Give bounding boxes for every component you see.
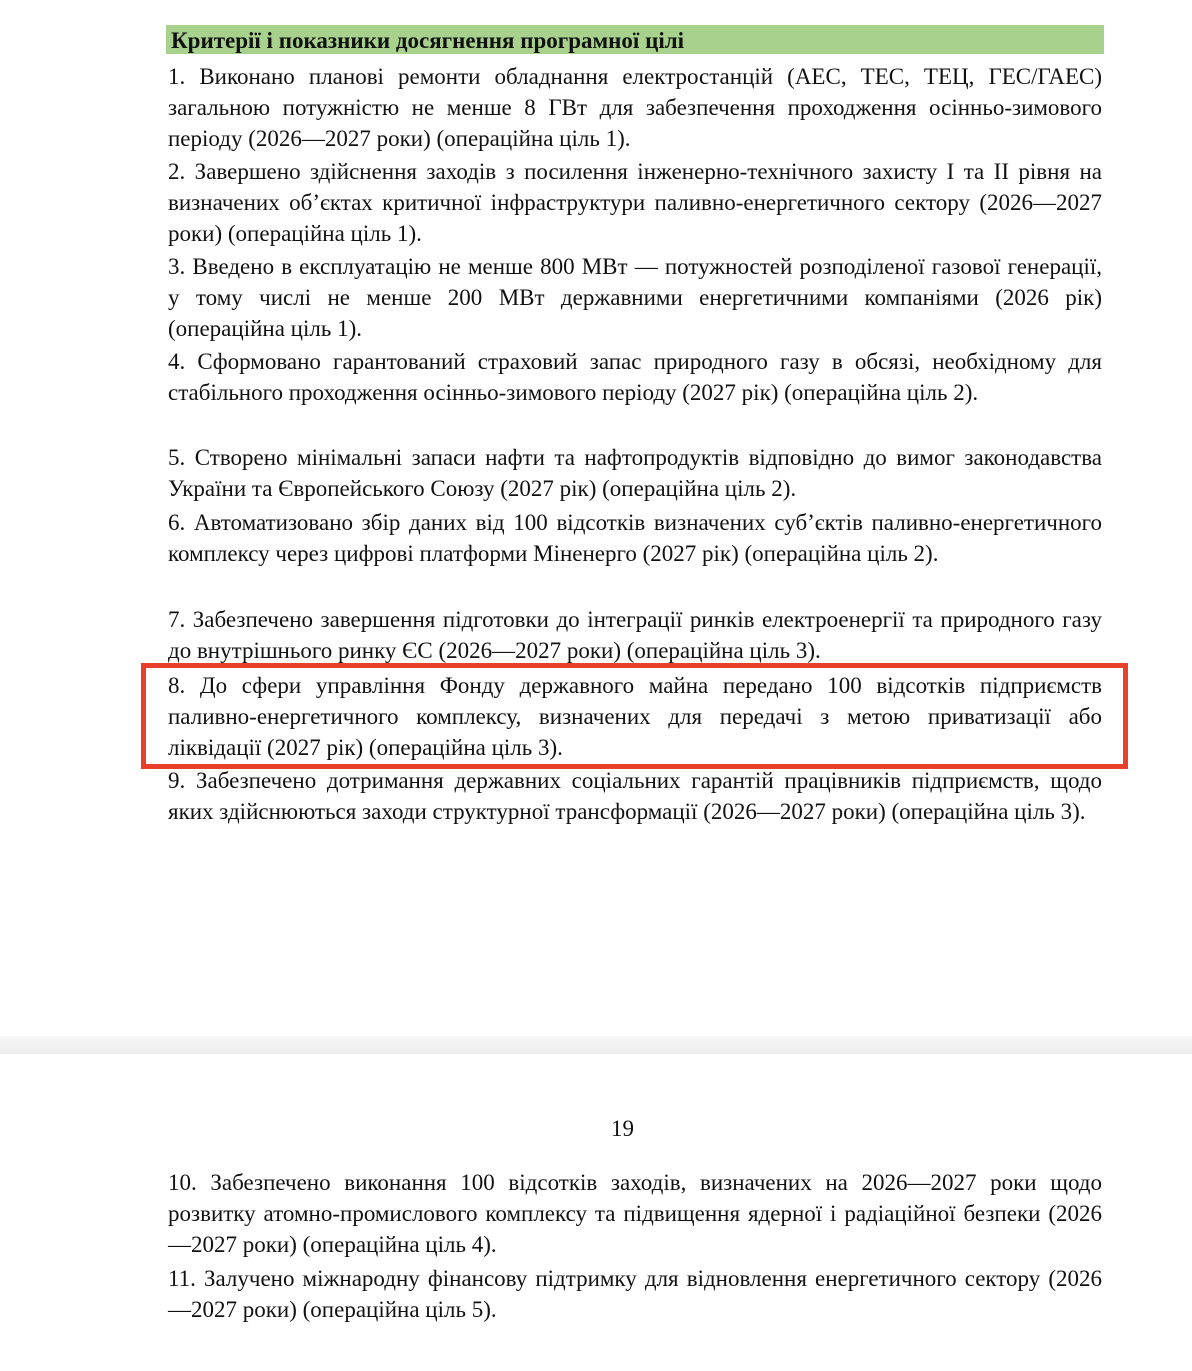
criterion-item-6: 6. Автоматизовано збір даних від 100 відсотків визначених суб’єктів паливно-енергетичного комплексу через цифрові платформи Міненерго (2027 рік) (операційна ціль 2). — [168, 510, 1102, 566]
criterion-item-3: 3. Введено в експлуатацію не менше 800 МВт — потужностей розподіленої газової генерації, у тому числі не менше 200 МВт державними енергетичними компаніями (2026 рік) (операційна ціль 1). — [168, 254, 1102, 341]
highlight-box — [141, 663, 1128, 769]
criterion-item-1: 1. Виконано планові ремонти обладнання електростанцій (АЕС, ТЕС, ТЕЦ, ГЕС/ГАЕС) загальною потужністю не менше 8 ГВт для забезпечення проходження осінньо-зимового періоду (2026—2027 роки) (операційна ціль 1). — [168, 64, 1102, 151]
criterion-item-5: 5. Створено мінімальні запаси нафти та нафтопродуктів відповідно до вимог законодавства України та Європейського Союзу (2027 рік) (операційна ціль 2). — [168, 445, 1102, 501]
criterion-item-10: 10. Забезпечено виконання 100 відсотків заходів, визначених на 2026—2027 роки щодо розвитку атомно-промислового комплексу та підвищення ядерної і радіаційної безпеки (2026—2027 роки) (операційна ціль 4). — [168, 1170, 1102, 1257]
criterion-item-2: 2. Завершено здійснення заходів з посилення інженерно-технічного захисту I та II рівня на визначених об’єктах критичної інфраструктури паливно-енергетичного сектору (2026—2027 роки) (операційна ціль 1). — [168, 159, 1102, 246]
criterion-item-11: 11. Залучено міжнародну фінансову підтримку для відновлення енергетичного сектору (2026—2027 роки) (операційна ціль 5). — [168, 1266, 1102, 1322]
page-break — [0, 1036, 1192, 1054]
criterion-item-9: 9. Забезпечено дотримання державних соціальних гарантій працівників підприємств, щодо яких здійснюються заходи структурної трансформації (2026—2027 роки) (операційна ціль 3). — [168, 768, 1102, 824]
criterion-item-8: 8. До сфери управління Фонду державного майна передано 100 відсотків підприємств паливно-енергетичного комплексу, визначених для передачі з метою приватизації або ліквідації (2027 рік) (операційна ціль 3). — [168, 673, 1102, 760]
section-heading: Критерії і показники досягнення програмної цілі — [166, 25, 1104, 54]
criterion-item-4: 4. Сформовано гарантований страховий запас природного газу в обсязі, необхідному для стабільного проходження осінньо-зимового періоду (2027 рік) (операційна ціль 2). — [168, 349, 1102, 405]
page-number: 19 — [611, 1116, 634, 1141]
criterion-item-7: 7. Забезпечено завершення підготовки до інтеграції ринків електроенергії та природного газу до внутрішнього ринку ЄС (2026—2027 роки) (операційна ціль 3). — [168, 607, 1102, 663]
